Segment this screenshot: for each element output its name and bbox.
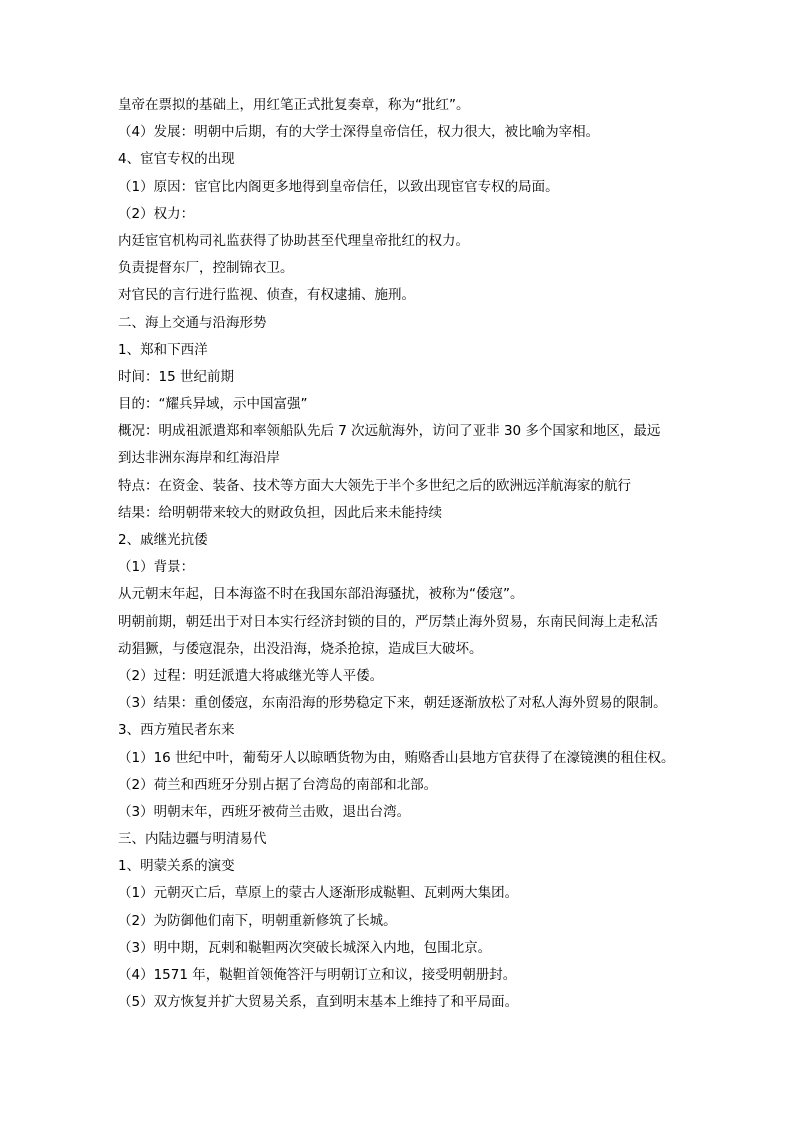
text-line: （5）双方恢复并扩大贸易关系，直到明末基本上维持了和平局面。 [118, 994, 519, 1011]
text-line: 目的：“耀兵异域，示中国富强” [118, 396, 308, 413]
text-line: （1）背景： [118, 559, 195, 576]
chapter-heading: 二、海上交通与沿海形势 [118, 314, 267, 331]
text-line: （2）权力： [118, 205, 195, 222]
section-heading: 2、戚继光抗倭 [118, 532, 208, 548]
section-heading: 1、郑和下西洋 [118, 341, 208, 358]
text-line: 时间：15 世纪前期 [118, 368, 234, 385]
text-line: （1）16 世纪中叶，葡萄牙人以晾晒货物为由，贿赂香山县地方官获得了在濠镜澳的租住权。 [118, 749, 675, 766]
text-line: 内廷宦官机构司礼监获得了协助甚至代理皇帝批红的权力。 [118, 232, 469, 249]
text-line: 明朝前期，朝廷出于对日本实行经济封锁的目的，严厉禁止海外贸易，东南民间海上走私活 [118, 613, 658, 630]
document-body [118, 92, 678, 1016]
section-heading: 1、明蒙关系的演变 [118, 858, 235, 875]
text-line: 对官民的言行进行监视、侦查，有权逮捕、施刑。 [118, 287, 415, 304]
text-line: （3）明朝末年，西班牙被荷兰击败，退出台湾。 [118, 803, 411, 820]
chapter-heading: 三、内陆边疆与明清易代 [118, 831, 267, 848]
section-heading: 4、宦官专权的出现 [118, 151, 235, 168]
text-line: （2）为防御他们南下，明朝重新修筑了长城。 [118, 912, 397, 929]
text-line: （2）荷兰和西班牙分别占据了台湾岛的南部和北部。 [118, 776, 438, 793]
text-line: 到达非洲东海岸和红海沿岸 [118, 450, 280, 467]
section-heading: 3、西方殖民者东来 [118, 722, 235, 739]
text-line: （3）明中期，瓦剌和鞑靼两次突破长城深入内地，包围北京。 [118, 939, 492, 956]
text-line: 负责提督东厂，控制锦衣卫。 [118, 260, 294, 277]
text-line: 动猖獗，与倭寇混杂，出没沿海，烧杀抢掠，造成巨大破坏。 [118, 640, 483, 657]
text-line: 特点：在资金、装备、技术等方面大大领先于半个多世纪之后的欧洲远洋航海家的航行 [118, 477, 631, 494]
text-line: （1）元朝灭亡后，草原上的蒙古人逐渐形成鞑靼、瓦剌两大集团。 [118, 885, 519, 902]
text-line: （2）过程：明廷派遣大将戚继光等人平倭。 [118, 667, 384, 684]
text-line: 皇帝在票拟的基础上，用红笔正式批复奏章，称为“批红”。 [118, 97, 470, 113]
text-line: 概况：明成祖派遣郑和率领船队先后 7 次远航海外，访问了亚非 30 多个国家和地区，最远 [118, 423, 661, 440]
text-line: 从元朝末年起，日本海盗不时在我国东部沿海骚扰，被称为“倭寇”。 [118, 586, 524, 603]
text-line: （4）1571 年，鞑靼首领俺答汗与明朝订立和议，接受明朝册封。 [118, 967, 517, 983]
text-line: （3）结果：重创倭寇，东南沿海的形势稳定下来，朝廷逐渐放松了对私人海外贸易的限制。 [118, 695, 667, 712]
text-line: 结果：给明朝带来较大的财政负担，因此后来未能持续 [118, 504, 442, 521]
text-line: （1）原因：宦官比内阁更多地得到皇帝信任，以致出现宦官专权的局面。 [118, 178, 559, 195]
text-line: （4）发展：明朝中后期，有的大学士深得皇帝信任，权力很大，被比喻为宰相。 [118, 124, 600, 141]
